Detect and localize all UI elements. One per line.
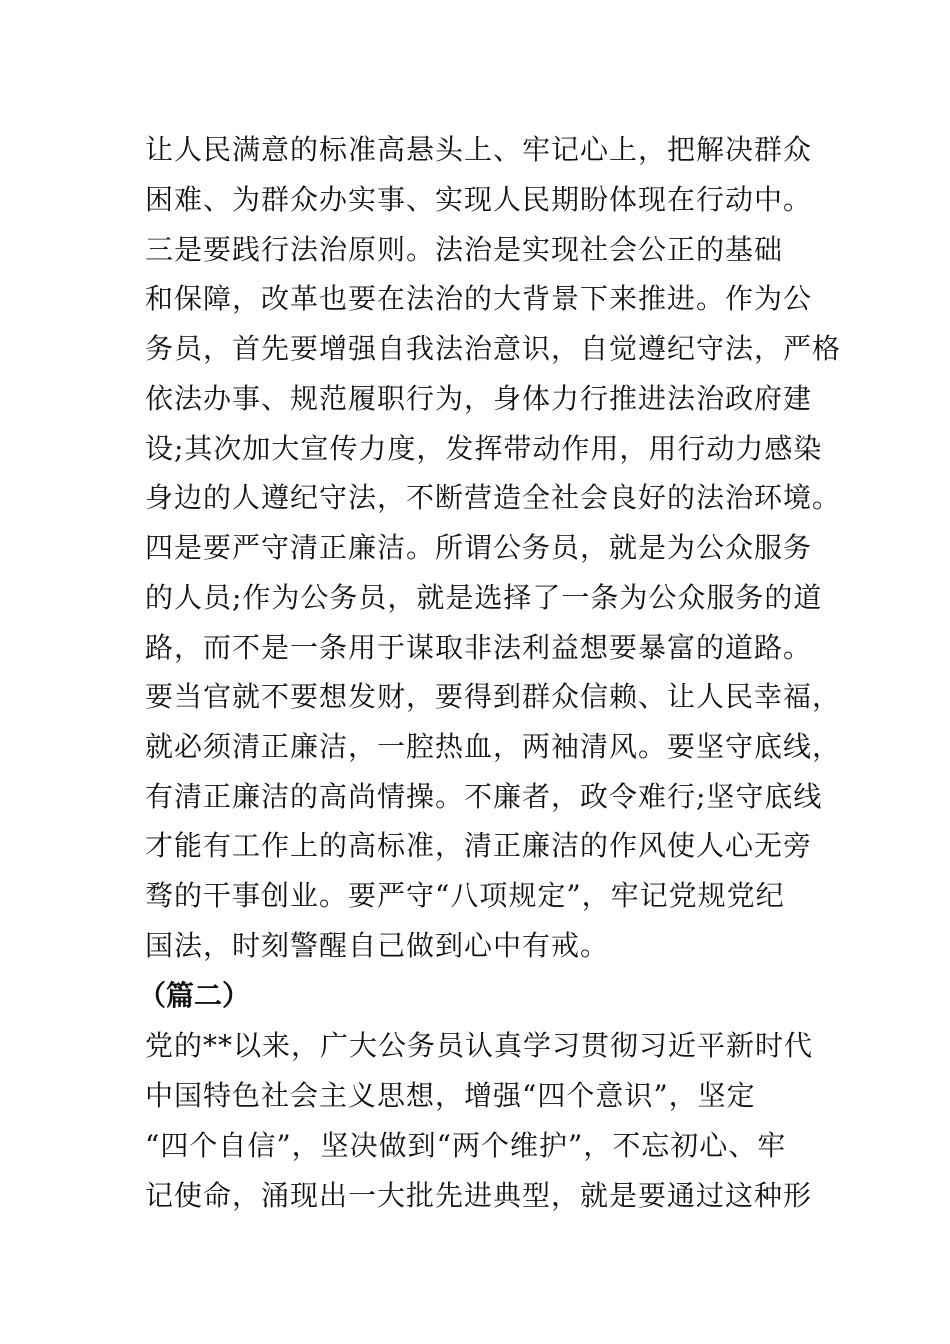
text-line: 让人民满意的标准高悬头上、牢记心上，把解决群众 xyxy=(145,133,813,166)
text-line: 记使命，涌现出一大批先进典型，就是要通过这种形 xyxy=(145,1179,813,1212)
text-line: 身边的人遵纪守法，不断营造全社会良好的法治环境。 xyxy=(145,481,842,514)
text-line: 骛的干事创业。要严守“八项规定”，牢记党规党纪 xyxy=(145,879,785,912)
text-line: 就必须清正廉洁，一腔热血，两袖清风。要坚守底线， xyxy=(145,730,842,763)
text-line: 三是要践行法治原则。法治是实现社会公正的基础 xyxy=(145,233,784,266)
text-line: 的人员;作为公务员，就是选择了一条为公众服务的道 xyxy=(145,581,823,614)
text-line: 有清正廉洁的高尚情操。不廉者，政令难行;坚守底线 xyxy=(145,780,823,813)
text-line: “四个自信”，坚决做到“两个维护”，不忘初心、牢 xyxy=(145,1129,787,1162)
text-line: 依法办事、规范履职行为，身体力行推进法治政府建 xyxy=(145,382,813,415)
text-line: 中国特色社会主义思想，增强“四个意识”，坚定 xyxy=(145,1079,756,1112)
text-line: 路，而不是一条用于谋取非法利益想要暴富的道路。 xyxy=(145,631,813,664)
text-line: 四是要严守清正廉洁。所谓公务员，就是为公众服务 xyxy=(145,531,813,564)
section-heading: （篇二） xyxy=(138,979,251,1012)
text-line: 务员，首先要增强自我法治意识，自觉遵纪守法，严格 xyxy=(145,332,842,365)
text-line: 要当官就不要想发财，要得到群众信赖、让人民幸福， xyxy=(145,680,842,713)
text-line: 国法，时刻警醒自己做到心中有戒。 xyxy=(145,929,610,962)
text-line: 设;其次加大宣传力度，发挥带动作用，用行动力感染 xyxy=(145,432,823,465)
text-line: 才能有工作上的高标准，清正廉洁的作风使人心无旁 xyxy=(145,829,813,862)
text-line: 党的**以来，广大公务员认真学习贯彻习近平新时代 xyxy=(145,1029,814,1062)
text-line: 困难、为群众办实事、实现人民期盼体现在行动中。 xyxy=(145,183,813,216)
text-line: 和保障，改革也要在法治的大背景下来推进。作为公 xyxy=(145,282,813,315)
